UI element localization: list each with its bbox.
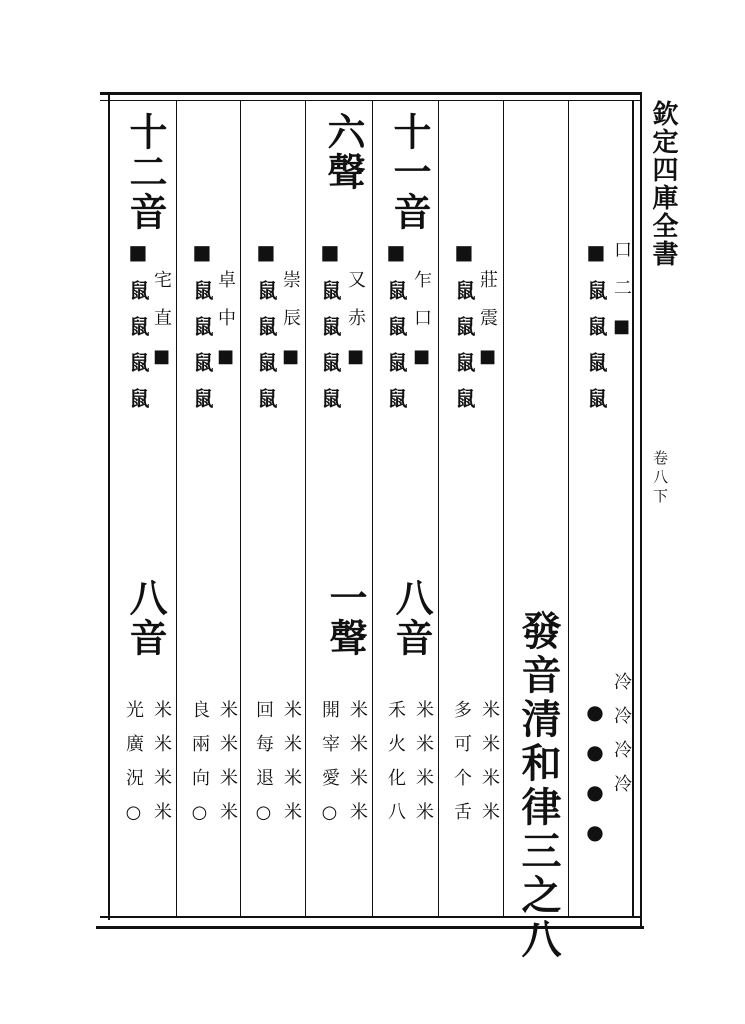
column-3-rats: ■鼠鼠鼠鼠 xyxy=(254,240,278,424)
frame-title: 欽定四庫全書 xyxy=(648,100,678,268)
column-3-notes: 崇辰■ xyxy=(280,270,301,387)
column-1-lower-b: 光廣況○ xyxy=(123,700,144,839)
column-6-rats: ■鼠鼠鼠鼠 xyxy=(452,240,476,424)
column-5-lower-a: 米米米米 xyxy=(413,700,434,836)
column-4-rats: ■鼠鼠鼠鼠 xyxy=(318,240,342,424)
column-4-lower-a: 米米米米 xyxy=(347,700,368,836)
top-border-inner xyxy=(100,100,640,101)
column-2-lower-b: 良兩向○ xyxy=(189,700,210,839)
column-2-notes: 卓中■ xyxy=(215,270,236,387)
column-2-lower-a: 米米米米 xyxy=(217,700,238,836)
column-5-notes: 乍口■ xyxy=(411,270,432,387)
divider-4 xyxy=(372,100,373,918)
column-6-notes: 莊震■ xyxy=(477,270,498,387)
divider-6 xyxy=(503,100,504,918)
column-5-lower-b: 禾火化八 xyxy=(385,700,406,836)
divider-1 xyxy=(176,100,177,918)
volume-label: 卷八下 xyxy=(651,450,669,507)
divider-5 xyxy=(438,100,439,918)
column-1-heading: 十二音 xyxy=(123,112,168,232)
column-4-heading-lower: 一聲 xyxy=(323,578,368,658)
column-6-lower-a: 米米米米 xyxy=(479,700,500,836)
column-4-lower-b: 開宰愛○ xyxy=(319,700,340,839)
column-8-dots: ●●●● xyxy=(583,700,607,860)
column-8-rats: ■鼠鼠鼠鼠 xyxy=(584,240,608,424)
column-4-heading: 六聲 xyxy=(321,112,366,192)
column-1-lower-a: 米米米米 xyxy=(151,700,172,836)
divider-7 xyxy=(568,100,569,918)
column-4-notes: 又赤■ xyxy=(345,270,366,387)
column-8-notes: 口二■ xyxy=(611,240,632,357)
column-2-rats: ■鼠鼠鼠鼠 xyxy=(190,240,214,424)
column-5-heading-lower: 八音 xyxy=(389,578,434,658)
column-1-notes: 宅直■ xyxy=(151,270,172,387)
top-border xyxy=(100,92,640,95)
column-1-rats: ■鼠鼠鼠鼠 xyxy=(126,240,150,424)
right-outer-border xyxy=(640,92,642,928)
divider-3 xyxy=(305,100,306,918)
column-5-rats: ■鼠鼠鼠鼠 xyxy=(384,240,408,424)
column-5-heading: 十一音 xyxy=(387,112,432,232)
column-3-lower-a: 米米米米 xyxy=(281,700,302,836)
column-3-lower-b: 回每退○ xyxy=(253,700,274,839)
divider-2 xyxy=(240,100,241,918)
left-border xyxy=(108,92,110,920)
column-8-lower: 冷冷冷冷 xyxy=(611,672,632,808)
main-title: 發音清和律三之八 xyxy=(515,610,562,962)
column-1-heading-lower: 八音 xyxy=(123,578,168,658)
column-6-lower-b: 多可个舌 xyxy=(451,700,472,836)
